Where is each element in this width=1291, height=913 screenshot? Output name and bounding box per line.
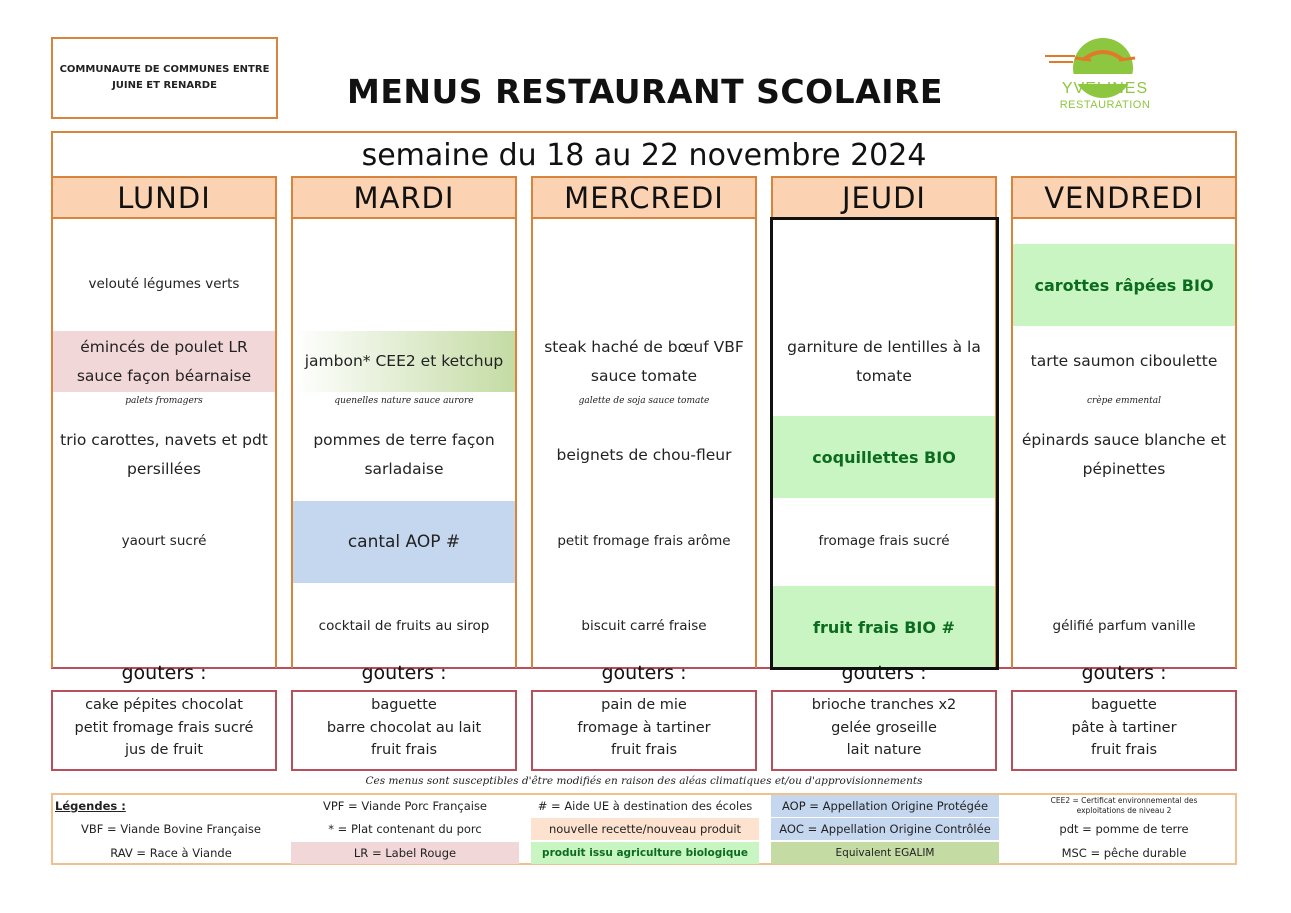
entree-cell: carottes râpées BIO [1013,244,1235,326]
laitage-cell: petit fromage frais arôme [557,533,731,549]
day-column-mercredi [531,176,757,668]
logo-subname: RESTAURATION [1059,99,1151,111]
gouter-item: baguette [371,697,437,713]
dessert-cell [53,584,275,668]
gouter-item: fruit frais [370,742,438,758]
plat-cell: jambon* CEE2 et ketchup [293,331,515,392]
plat-cell: émincés de poulet LR sauce façon béarnaise [53,331,275,392]
entree-cell [533,244,755,324]
gouter-item: baguette [1091,697,1157,713]
disclaimer: Ces menus sont susceptibles d'être modifiés en raison des aléas climatiques et/ou d'approvisionnements [365,775,923,787]
entree-cell [293,244,515,324]
laitage-cell: cantal AOP # [293,501,515,583]
accomp-cell: épinards sauce blanche et pépinettes [1021,431,1227,478]
gouter-box-vendredi [1011,690,1237,771]
gouter-box-lundi [51,690,277,771]
dessert-cell: fruit frais BIO # [773,586,995,668]
laitage-cell [1013,500,1235,582]
legend-bio: produit issu agriculture biologique [531,842,759,864]
alt-cell: crèpe emmental [1087,396,1161,406]
gouter-label: gouters : [121,662,207,684]
entree-cell: velouté légumes verts [88,276,240,292]
accomp-cell: beignets de chou-fleur [556,445,732,464]
day-column-vendredi [1011,176,1237,668]
dessert-cell: gélifié parfum vanille [1052,618,1196,634]
gouter-item: pain de mie [601,697,687,713]
legend-box [51,793,1237,865]
plat-cell: garniture de lentilles à la tomate [787,337,981,385]
day-column-lundi [51,176,277,668]
gouter-item: fruit frais [610,742,678,758]
gouter-box-mardi [291,690,517,771]
week-title: semaine du 18 au 22 novembre 2024 [51,131,1237,177]
gouter-item: lait nature [846,742,922,758]
alt-cell: palets fromagers [125,396,203,406]
highlight-frame-jeudi [770,217,999,670]
dessert-cell: cocktail de fruits au sirop [318,618,490,634]
day-header: LUNDI [53,176,275,219]
accomp-cell: coquillettes BIO [773,416,995,498]
alt-cell: quenelles nature sauce aurore [334,396,474,406]
gouter-box-mercredi [531,690,757,771]
day-column-mardi [291,176,517,668]
gouter-item: petit fromage frais sucré [74,719,254,736]
legend-aoc: AOC = Appellation Origine Contrôlée [771,818,999,840]
gouter-item: barre chocolat au lait [326,719,482,736]
legend-aop: AOP = Appellation Origine Protégée [771,795,999,817]
gouter-label: gouters : [841,662,927,684]
legend-nouvelle-recette: nouvelle recette/nouveau produit [531,818,759,840]
day-header: MARDI [293,176,515,219]
accomp-cell: trio carottes, navets et pdt persillées [60,431,268,478]
gouter-item: fruit frais [1090,742,1158,758]
alt-cell: galette de soja sauce tomate [578,396,710,406]
gouter-label: gouters : [1081,662,1167,684]
plat-cell: steak haché de bœuf VBF sauce tomate [544,337,744,385]
gouter-label: gouters : [601,662,687,684]
legend-title: Légendes : [55,799,126,813]
legend-pdt: pdt = pomme de terre [1059,822,1189,836]
day-header: JEUDI [773,176,995,219]
dessert-cell: biscuit carré fraise [581,618,707,634]
legend-egalim: Equivalent EGALIM [771,842,999,864]
gouter-item: brioche tranches x2 [811,697,957,713]
gouter-item: gelée groseille [831,719,937,736]
plat-cell: tarte saumon ciboulette [1030,352,1218,370]
legend-aide-ue: # = Aide UE à destination des écoles [537,799,753,813]
logo-name: YVELINES [1061,80,1149,97]
legend-vbf: VBF = Viande Bovine Française [81,822,261,836]
laitage-cell: yaourt sucré [121,533,207,549]
accomp-cell: pommes de terre façon sarladaise [313,431,495,478]
legend-cee2: CEE2 = Certificat environnemental des exploitations de niveau 2 [1050,796,1198,815]
day-header: MERCREDI [533,176,755,219]
legend-msc: MSC = pêche durable [1061,846,1187,860]
gouter-label: gouters : [361,662,447,684]
gouter-item: fromage à tartiner [577,719,711,736]
legend-porc: * = Plat contenant du porc [328,822,482,836]
gouter-box-jeudi [771,690,997,771]
legend-label-rouge: LR = Label Rouge [291,842,519,864]
legend-vpf: VPF = Viande Porc Française [322,799,488,813]
laitage-cell: fromage frais sucré [818,533,950,549]
page-title: MENUS RESTAURANT SCOLAIRE [347,72,943,111]
gouter-item: cake pépites chocolat [85,697,243,713]
logo-speed-lines-icon [1045,56,1075,62]
day-header: VENDREDI [1013,176,1235,219]
gouter-item: jus de fruit [124,742,204,758]
commune-label: COMMUNAUTE DE COMMUNES ENTRE JUINE ET RENARDE [51,37,278,119]
gouter-item: pâte à tartiner [1071,719,1177,736]
legend-rav: RAV = Race à Viande [110,846,232,860]
